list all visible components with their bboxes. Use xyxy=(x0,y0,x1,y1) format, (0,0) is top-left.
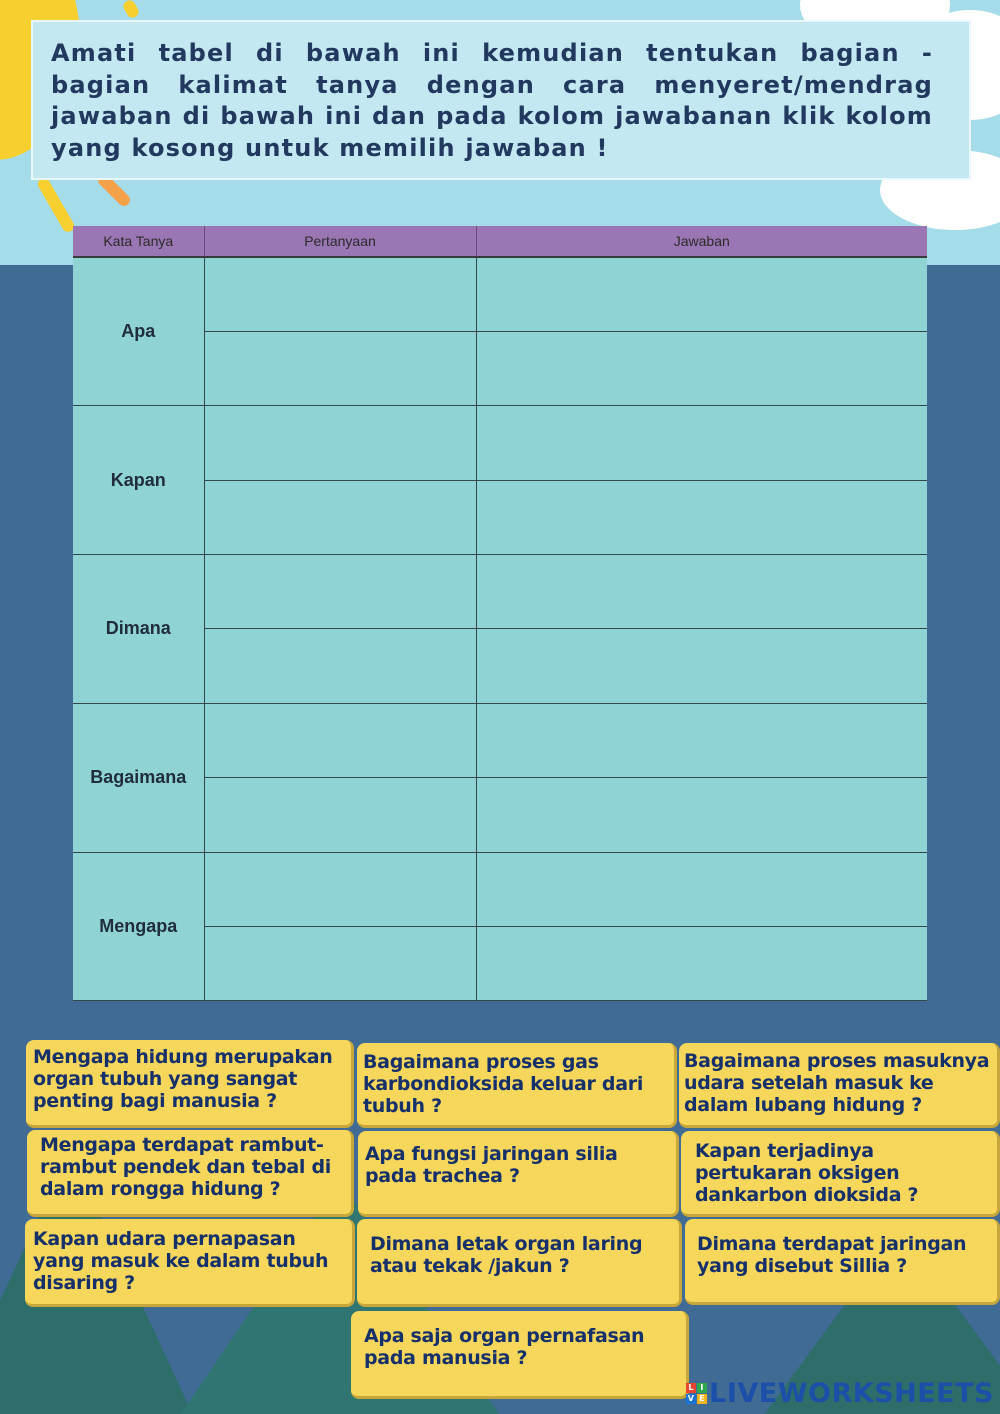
header-jawaban: Jawaban xyxy=(476,226,927,257)
logo-letter: V xyxy=(687,1394,695,1403)
draggable-question-card[interactable]: Apa fungsi jaringan silia pada trachea ? xyxy=(358,1131,679,1217)
jawaban-answer-cell[interactable] xyxy=(476,480,927,554)
question-table xyxy=(73,226,927,1001)
pertanyaan-drop-slot[interactable] xyxy=(204,852,476,926)
jawaban-answer-cell[interactable] xyxy=(476,852,927,926)
pertanyaan-drop-slot[interactable] xyxy=(204,778,476,852)
kata-tanya-apa: Apa xyxy=(73,257,204,406)
pertanyaan-drop-slot[interactable] xyxy=(204,257,476,331)
pertanyaan-drop-slot[interactable] xyxy=(204,927,476,1001)
pertanyaan-drop-slot[interactable] xyxy=(204,703,476,777)
kata-tanya-mengapa: Mengapa xyxy=(73,852,204,1001)
logo-letter: I xyxy=(697,1383,707,1393)
draggable-question-card[interactable]: Mengapa terdapat rambut-rambut pendek dan tebal di dalam rongga hidung ? xyxy=(27,1130,354,1217)
logo-letter: E xyxy=(697,1394,707,1404)
instruction-box xyxy=(31,20,971,180)
instruction-text: Amati tabel di bawah ini kemudian tentukan bagian - bagian kalimat tanya dengan cara menyeret/mendrag jawaban di bawah ini dan pada kolom jawabanan klik kolom yang kosong untuk memilih jawaban ! xyxy=(51,39,933,162)
pertanyaan-drop-slot[interactable] xyxy=(204,480,476,554)
draggable-question-card[interactable]: Bagaimana proses masuknya udara setelah masuk ke dalam lubang hidung ? xyxy=(679,1043,1000,1128)
draggable-question-card[interactable]: Bagaimana proses gas karbondioksida keluar dari tubuh ? xyxy=(357,1043,677,1128)
draggable-question-card[interactable]: Dimana letak organ laring atau tekak /jakun ? xyxy=(357,1219,682,1307)
jawaban-answer-cell[interactable] xyxy=(476,257,927,331)
pertanyaan-drop-slot[interactable] xyxy=(204,629,476,703)
jawaban-answer-cell[interactable] xyxy=(476,927,927,1001)
kata-tanya-bagaimana: Bagaimana xyxy=(73,703,204,852)
pertanyaan-drop-slot[interactable] xyxy=(204,331,476,405)
watermark-text: LIVEWORKSHEETS xyxy=(709,1378,994,1409)
jawaban-answer-cell[interactable] xyxy=(476,703,927,777)
pertanyaan-drop-slot[interactable] xyxy=(204,555,476,629)
logo-letter: L xyxy=(686,1383,696,1393)
liveworksheets-logo-icon xyxy=(686,1383,707,1404)
kata-tanya-kapan: Kapan xyxy=(73,406,204,555)
header-kata-tanya: Kata Tanya xyxy=(73,226,204,257)
draggable-question-card[interactable]: Kapan terjadinya pertukaran oksigen dankarbon dioksida ? xyxy=(681,1131,1000,1217)
header-pertanyaan: Pertanyaan xyxy=(204,226,476,257)
liveworksheets-watermark xyxy=(686,1378,994,1409)
draggable-question-card[interactable]: Kapan udara pernapasan yang masuk ke dalam tubuh disaring ? xyxy=(25,1219,355,1307)
jawaban-answer-cell[interactable] xyxy=(476,555,927,629)
draggable-question-card[interactable]: Apa saja organ pernafasan pada manusia ? xyxy=(351,1311,689,1399)
jawaban-answer-cell[interactable] xyxy=(476,778,927,852)
kata-tanya-dimana: Dimana xyxy=(73,555,204,704)
jawaban-answer-cell[interactable] xyxy=(476,406,927,480)
draggable-question-card[interactable]: Mengapa hidung merupakan organ tubuh yang sangat penting bagi manusia ? xyxy=(26,1040,354,1128)
draggable-question-card[interactable]: Dimana terdapat jaringan yang disebut Sillia ? xyxy=(685,1219,1000,1305)
jawaban-answer-cell[interactable] xyxy=(476,331,927,405)
pertanyaan-drop-slot[interactable] xyxy=(204,406,476,480)
jawaban-answer-cell[interactable] xyxy=(476,629,927,703)
